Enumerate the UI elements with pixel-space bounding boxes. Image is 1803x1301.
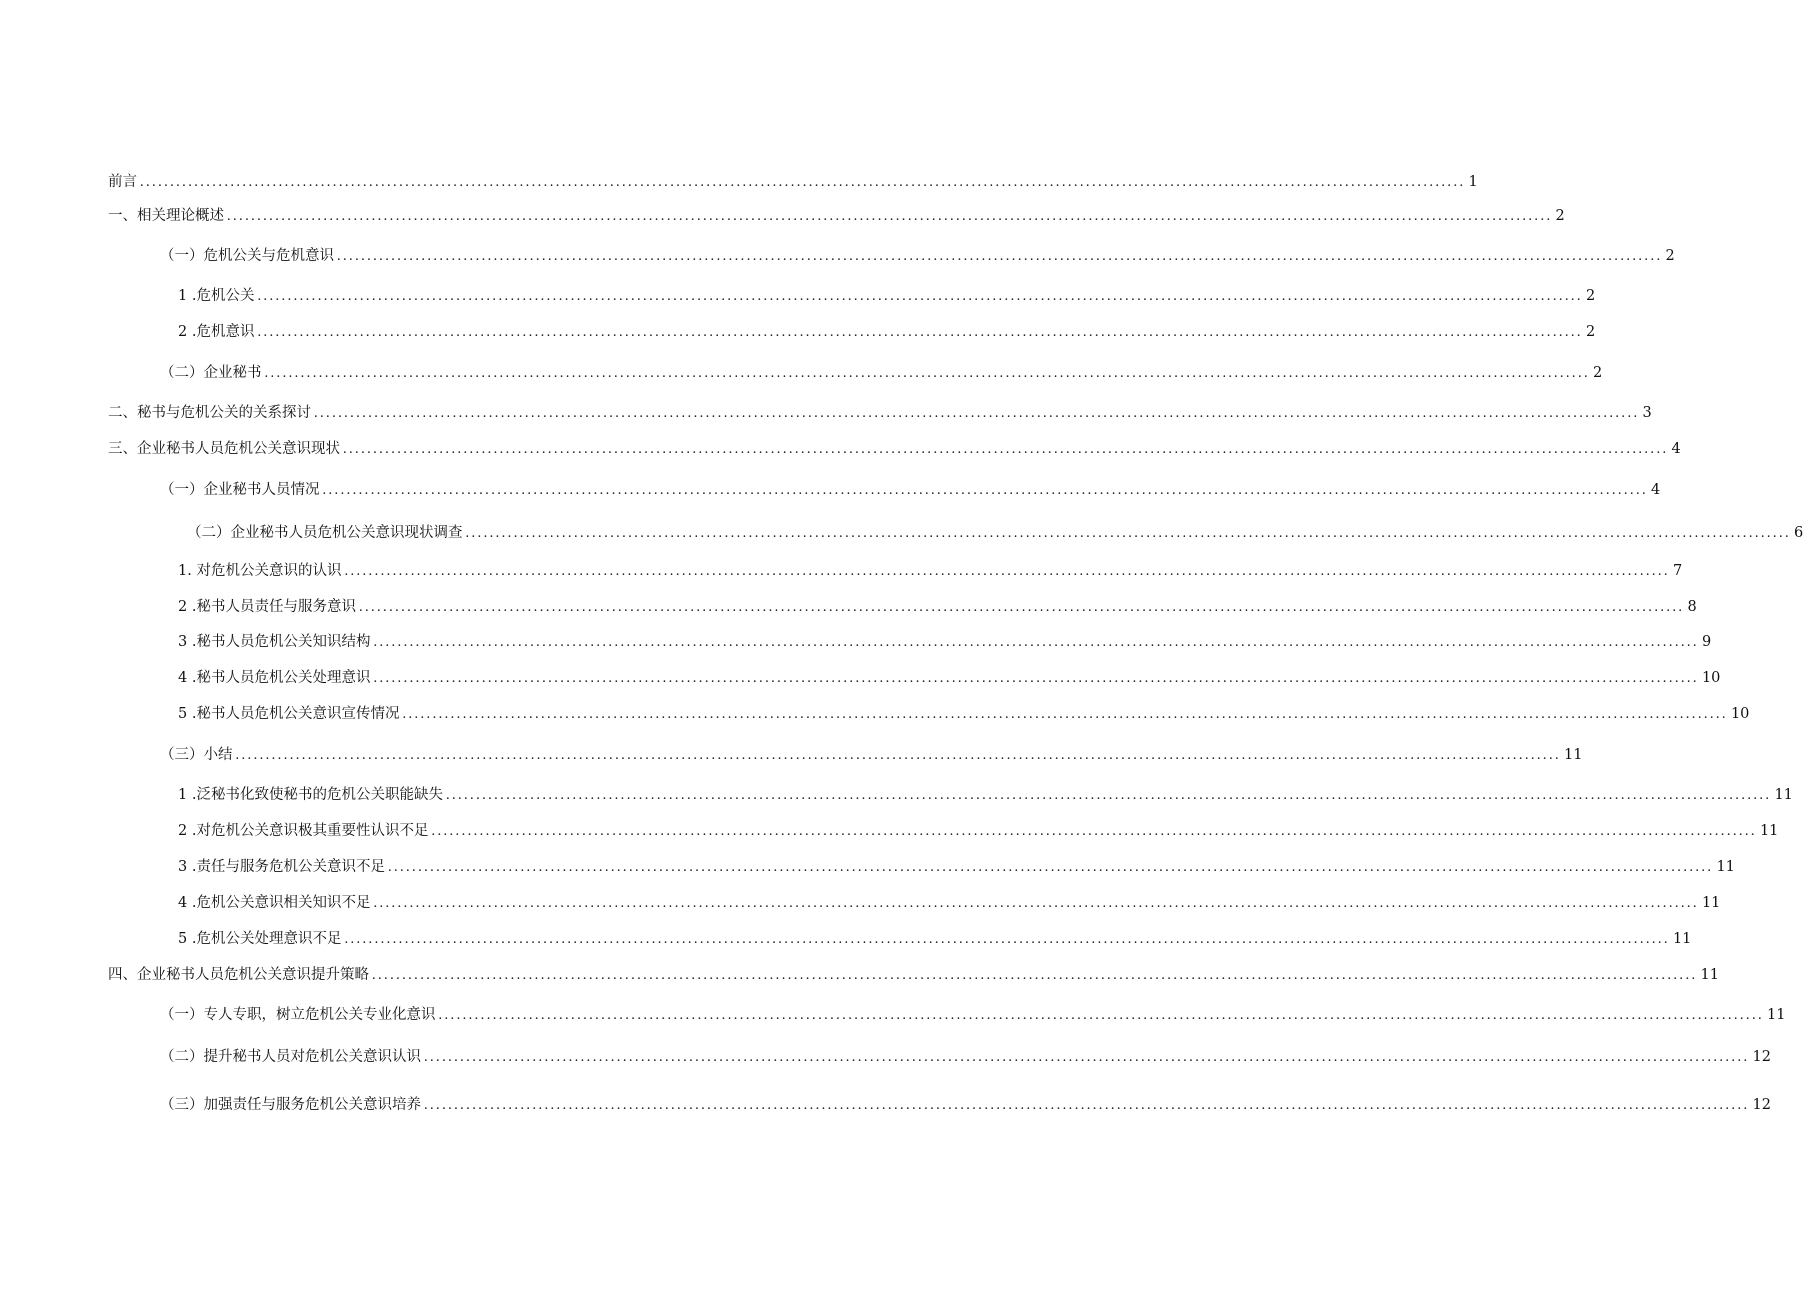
toc-dot-leader: ............................................................................................................................................................................................................................ — [402, 706, 1728, 722]
toc-dot-leader: ............................................................................................................................................................................................................................ — [314, 405, 1640, 421]
toc-entry-title: （二）企业秘书 — [160, 365, 262, 381]
toc-entry[interactable] — [178, 283, 1596, 305]
toc-entry-page: 11 — [1672, 931, 1692, 947]
toc-entry[interactable] — [160, 1044, 1771, 1066]
toc-entry-title: 4 .秘书人员危机公关处理意识 — [178, 670, 371, 686]
toc-entry-title: （一）危机公关与危机意识 — [160, 248, 334, 264]
toc-entry[interactable] — [178, 319, 1596, 341]
toc-entry-page: 10 — [1701, 670, 1721, 686]
toc-entry-title: （二）企业秘书人员危机公关意识现状调查 — [187, 525, 463, 541]
toc-entry-page: 2 — [1555, 208, 1565, 224]
toc-entry[interactable] — [108, 400, 1652, 422]
toc-dot-leader: ............................................................................................................................................................................................................................ — [358, 599, 1685, 615]
toc-entry-title: 2 .对危机公关意识极其重要性认识不足 — [178, 823, 429, 839]
toc-entry-title: （一）专人专职，树立危机公关专业化意识 — [160, 1007, 436, 1023]
toc-entry-title: 一、相关理论概述 — [108, 208, 224, 224]
toc-entry[interactable] — [178, 818, 1779, 840]
toc-entry-title: 2 .秘书人员责任与服务意识 — [178, 599, 356, 615]
toc-entry[interactable] — [108, 169, 1478, 191]
toc-dot-leader: ............................................................................................................................................................................................................................ — [373, 634, 1699, 650]
toc-entry[interactable] — [108, 203, 1565, 225]
toc-entry-title: 2 .危机意识 — [178, 324, 255, 340]
toc-entry-page: 12 — [1752, 1097, 1771, 1113]
toc-entry-title: 1. 对危机公关意识的认识 — [178, 563, 342, 579]
toc-dot-leader: ............................................................................................................................................................................................................................ — [140, 174, 1466, 190]
toc-entry-page: 2 — [1593, 365, 1603, 381]
toc-dot-leader: ............................................................................................................................................................................................................................ — [373, 895, 1699, 911]
toc-entry[interactable] — [160, 360, 1603, 382]
toc-entry[interactable] — [160, 742, 1583, 764]
toc-entry-title: 前言 — [108, 174, 137, 190]
toc-entry-title: （一）企业秘书人员情况 — [160, 482, 320, 498]
toc-entry-page: 10 — [1730, 706, 1750, 722]
toc-entry[interactable] — [187, 520, 1803, 542]
toc-entry-page: 3 — [1642, 405, 1652, 421]
toc-dot-leader: ............................................................................................................................................................................................................................ — [257, 288, 1583, 304]
toc-dot-leader: ............................................................................................................................................................................................................................ — [445, 787, 1772, 803]
toc-entry-page: 7 — [1672, 563, 1683, 579]
toc-dot-leader: ............................................................................................................................................................................................................................ — [264, 365, 1590, 381]
toc-entry-title: 5 .秘书人员危机公关意识宣传情况 — [178, 706, 400, 722]
toc-entry-title: 三、企业秘书人员危机公关意识现状 — [108, 441, 340, 457]
toc-entry[interactable] — [108, 962, 1719, 984]
toc-entry[interactable] — [178, 854, 1735, 876]
toc-entry[interactable] — [178, 558, 1683, 580]
toc-entry-page: 4 — [1671, 441, 1681, 457]
toc-entry-title: 1 .危机公关 — [178, 288, 255, 304]
toc-entry-page: 2 — [1585, 288, 1596, 304]
toc-entry-title: 1 .泛秘书化致使秘书的危机公关职能缺失 — [178, 787, 443, 803]
toc-entry[interactable] — [178, 701, 1750, 723]
toc-entry[interactable] — [160, 1002, 1786, 1024]
toc-entry[interactable] — [178, 926, 1692, 948]
toc-entry-title: 4 .危机公关意识相关知识不足 — [178, 895, 371, 911]
toc-dot-leader: ............................................................................................................................................................................................................................ — [322, 482, 1648, 498]
toc-entry-page: 11 — [1700, 967, 1719, 983]
toc-entry-page: 11 — [1564, 747, 1583, 763]
toc-entry-title: （三）加强责任与服务危机公关意识培养 — [160, 1097, 421, 1113]
toc-dot-leader: ............................................................................................................................................................................................................................ — [343, 441, 1669, 457]
toc-dot-leader: ............................................................................................................................................................................................................................ — [227, 208, 1553, 224]
toc-dot-leader: ............................................................................................................................................................................................................................ — [424, 1049, 1750, 1065]
toc-entry-page: 11 — [1716, 859, 1735, 875]
toc-entry[interactable] — [178, 665, 1721, 687]
toc-entry[interactable] — [160, 243, 1675, 265]
toc-entry-title: 3 .秘书人员危机公关知识结构 — [178, 634, 371, 650]
toc-entry-title: 二、秘书与危机公关的关系探讨 — [108, 405, 311, 421]
toc-entry-page: 11 — [1774, 787, 1793, 803]
toc-dot-leader: ............................................................................................................................................................................................................................ — [465, 525, 1791, 541]
toc-dot-leader: ............................................................................................................................................................................................................................ — [344, 563, 1670, 579]
toc-entry-title: （三）小结 — [160, 747, 233, 763]
toc-entry-page: 2 — [1585, 324, 1596, 340]
toc-entry-page: 11 — [1701, 895, 1721, 911]
toc-dot-leader: ............................................................................................................................................................................................................................ — [373, 670, 1699, 686]
toc-dot-leader: ............................................................................................................................................................................................................................ — [235, 747, 1561, 763]
toc-entry-title: 5 .危机公关处理意识不足 — [178, 931, 342, 947]
toc-entry-page: 1 — [1468, 174, 1478, 190]
toc-entry-page: 4 — [1651, 482, 1661, 498]
toc-entry[interactable] — [178, 629, 1712, 651]
toc-entry-title: 3 .责任与服务危机公关意识不足 — [178, 859, 385, 875]
toc-entry-page: 8 — [1687, 599, 1697, 615]
toc-entry[interactable] — [160, 1092, 1771, 1114]
toc-entry-page: 2 — [1665, 248, 1675, 264]
toc-entry-title: 四、企业秘书人员危机公关意识提升策略 — [108, 967, 369, 983]
toc-dot-leader: ............................................................................................................................................................................................................................ — [431, 823, 1757, 839]
toc-entry[interactable] — [108, 436, 1681, 458]
toc-entry-title: （二）提升秘书人员对危机公关意识认识 — [160, 1049, 421, 1065]
toc-entry-page: 11 — [1767, 1007, 1786, 1023]
toc-dot-leader: ............................................................................................................................................................................................................................ — [438, 1007, 1764, 1023]
toc-entry[interactable] — [178, 890, 1721, 912]
toc-entry-page: 11 — [1759, 823, 1779, 839]
toc-dot-leader: ............................................................................................................................................................................................................................ — [387, 859, 1714, 875]
toc-dot-leader: ............................................................................................................................................................................................................................ — [257, 324, 1583, 340]
toc-dot-leader: ............................................................................................................................................................................................................................ — [337, 248, 1663, 264]
toc-entry[interactable] — [178, 594, 1697, 616]
toc-entry-page: 12 — [1752, 1049, 1771, 1065]
toc-entry[interactable] — [160, 477, 1661, 499]
toc-entry-page: 9 — [1701, 634, 1712, 650]
toc-entry-page: 6 — [1794, 525, 1803, 541]
toc-dot-leader: ............................................................................................................................................................................................................................ — [344, 931, 1670, 947]
toc-entry[interactable] — [178, 782, 1793, 804]
toc-dot-leader: ............................................................................................................................................................................................................................ — [424, 1097, 1750, 1113]
toc-dot-leader: ............................................................................................................................................................................................................................ — [372, 967, 1698, 983]
